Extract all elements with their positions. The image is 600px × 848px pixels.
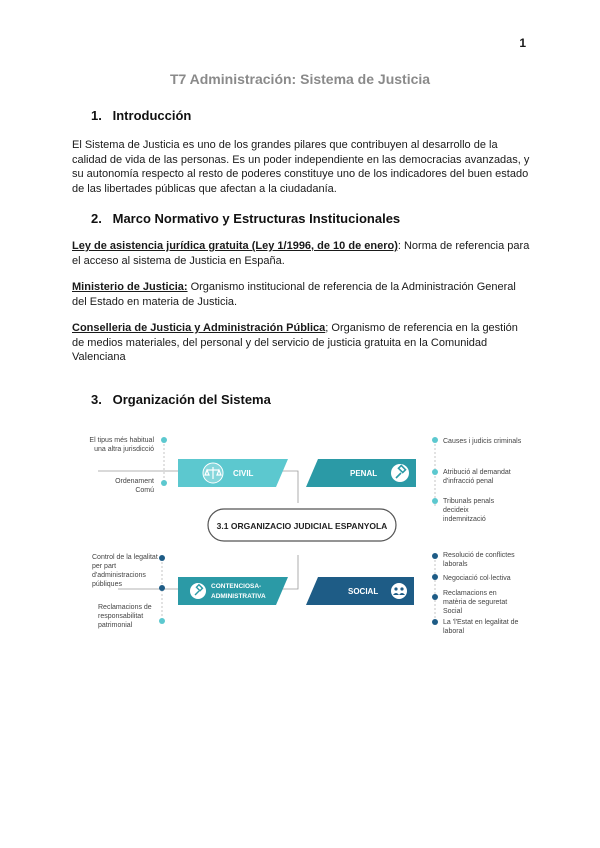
social-label: SOCIAL — [348, 587, 379, 596]
section-3-number: 3. — [91, 392, 102, 407]
contenciosa-dot-3 — [159, 618, 165, 624]
framework-item-law — [72, 239, 530, 268]
page-number: 1 — [519, 36, 526, 50]
framework-item-ministry — [72, 280, 530, 309]
penal-dot-1 — [432, 437, 438, 443]
social-note-4-line1: La 'l'Estat en legalitat de — [443, 619, 519, 626]
civil-note-2-line2: Comú — [135, 487, 154, 494]
penal-dot-3 — [432, 498, 438, 504]
social-dot-4 — [432, 619, 438, 625]
contenciosa-note-2-line2: responsabilitat — [98, 613, 144, 620]
social-note-4-line2: laboral — [443, 628, 465, 635]
contenciosa-label-line1: CONTENCIOSA- — [211, 583, 262, 590]
framework-conselleria-text: Organismo de referencia en la gestión de medios materiales, del personal y del servicio de justicia gratuita en la Comunidad Valenciana — [72, 322, 518, 364]
contenciosa-note-2-line3: patrimonial — [98, 622, 133, 629]
section-3-heading — [91, 392, 271, 407]
section-2-number: 2. — [91, 211, 102, 226]
term-ministry: Ministerio de Justicia: — [72, 281, 188, 293]
contenciosa-dot-1 — [159, 555, 165, 561]
social-note-2: Negociació col·lectiva — [443, 575, 511, 582]
center-label: 3.1 ORGANIZACIO JUDICIAL ESPANYOLA — [216, 521, 388, 531]
framework-ministry-text: Organismo institucional de referencia de la Administración General del Estado en materia de Justicia. — [72, 281, 516, 308]
contenciosa-note-2-line1: Reclamacions de — [98, 604, 152, 611]
contenciosa-note-1-line4: públiques — [92, 581, 122, 588]
civil-label: CIVIL — [233, 469, 254, 478]
penal-note-1: Causes i judicis criminals — [443, 438, 522, 445]
term-conselleria: Conselleria de Justicia y Administración Pública — [72, 322, 326, 334]
judicial-organization-diagram — [78, 425, 538, 650]
civil-dot-2 — [161, 480, 167, 486]
framework-item-conselleria — [72, 321, 530, 365]
social-dot-2 — [432, 574, 438, 580]
social-dot-3 — [432, 594, 438, 600]
civil-note-2-line1: Ordenament — [115, 478, 154, 485]
civil-dot-1 — [161, 437, 167, 443]
section-3-title: Organización del Sistema — [112, 392, 271, 407]
contenciosa-note-1-line2: per part — [92, 563, 117, 570]
contenciosa-branch — [178, 577, 288, 605]
term-law-sep: : — [397, 240, 401, 252]
contenciosa-dot-2 — [159, 585, 165, 591]
contenciosa-note-1-line1: Control de la legalitat — [92, 554, 158, 561]
section-1-title: Introducción — [112, 108, 192, 123]
social-branch — [306, 577, 414, 605]
penal-dot-2 — [432, 469, 438, 475]
penal-notes — [443, 438, 522, 523]
term-conselleria-sep: ; — [325, 322, 329, 334]
social-note-3-line1: Reclamacions en — [443, 590, 497, 597]
penal-label: PENAL — [350, 469, 378, 478]
section-1-heading — [91, 108, 191, 123]
contenciosa-label-line2: ADMINISTRATIVA — [211, 593, 266, 600]
penal-note-3-line1: Tribunals penals — [443, 498, 495, 505]
penal-note-3-line2: decideix — [443, 507, 469, 514]
civil-note-1-line1: El tipus més habitual — [89, 437, 154, 444]
penal-branch — [306, 459, 416, 487]
civil-note-1-line2: una altra jurisdicció — [94, 446, 154, 453]
introduction-paragraph: El Sistema de Justicia es uno de los grandes pilares que contribuyen al desarrollo de la calidad de vida de las personas. Es un poder independiente en las democracias avanzadas, y su autonomía respecto al resto de poderes constituye uno de los indicadores del buen estado de las libertades públicas que afectan a la ciudadanía. — [72, 139, 530, 195]
contenciosa-notes — [92, 554, 158, 629]
social-note-3-line3: Social — [443, 608, 463, 615]
framework-law-text: Norma de referencia para el acceso al sistema de Justicia en España. — [72, 240, 530, 267]
contenciosa-note-1-line3: d'administracions — [92, 572, 146, 579]
section-2-title: Marco Normativo y Estructuras Institucionales — [112, 211, 401, 226]
civil-branch — [178, 459, 288, 487]
social-note-1-line2: laborals — [443, 561, 468, 568]
social-dot-1 — [432, 553, 438, 559]
social-note-3-line2: matèria de seguretat — [443, 599, 508, 606]
penal-note-2-line1: Atribució al demandat — [443, 469, 511, 476]
civil-notes — [89, 437, 154, 494]
social-icon-bg — [391, 583, 407, 599]
social-note-1-line1: Resolució de conflictes — [443, 552, 515, 559]
section-1-number: 1. — [91, 108, 102, 123]
social-notes — [443, 552, 519, 635]
penal-note-2-line2: d'infracció penal — [443, 478, 494, 485]
document-title: T7 Administración: Sistema de Justicia — [169, 71, 431, 87]
section-2-heading — [91, 211, 400, 226]
term-law: Ley de asistencia jurídica gratuita (Ley 1/1996, de 10 de enero) — [72, 240, 398, 252]
penal-note-3-line3: indemnització — [443, 516, 486, 523]
